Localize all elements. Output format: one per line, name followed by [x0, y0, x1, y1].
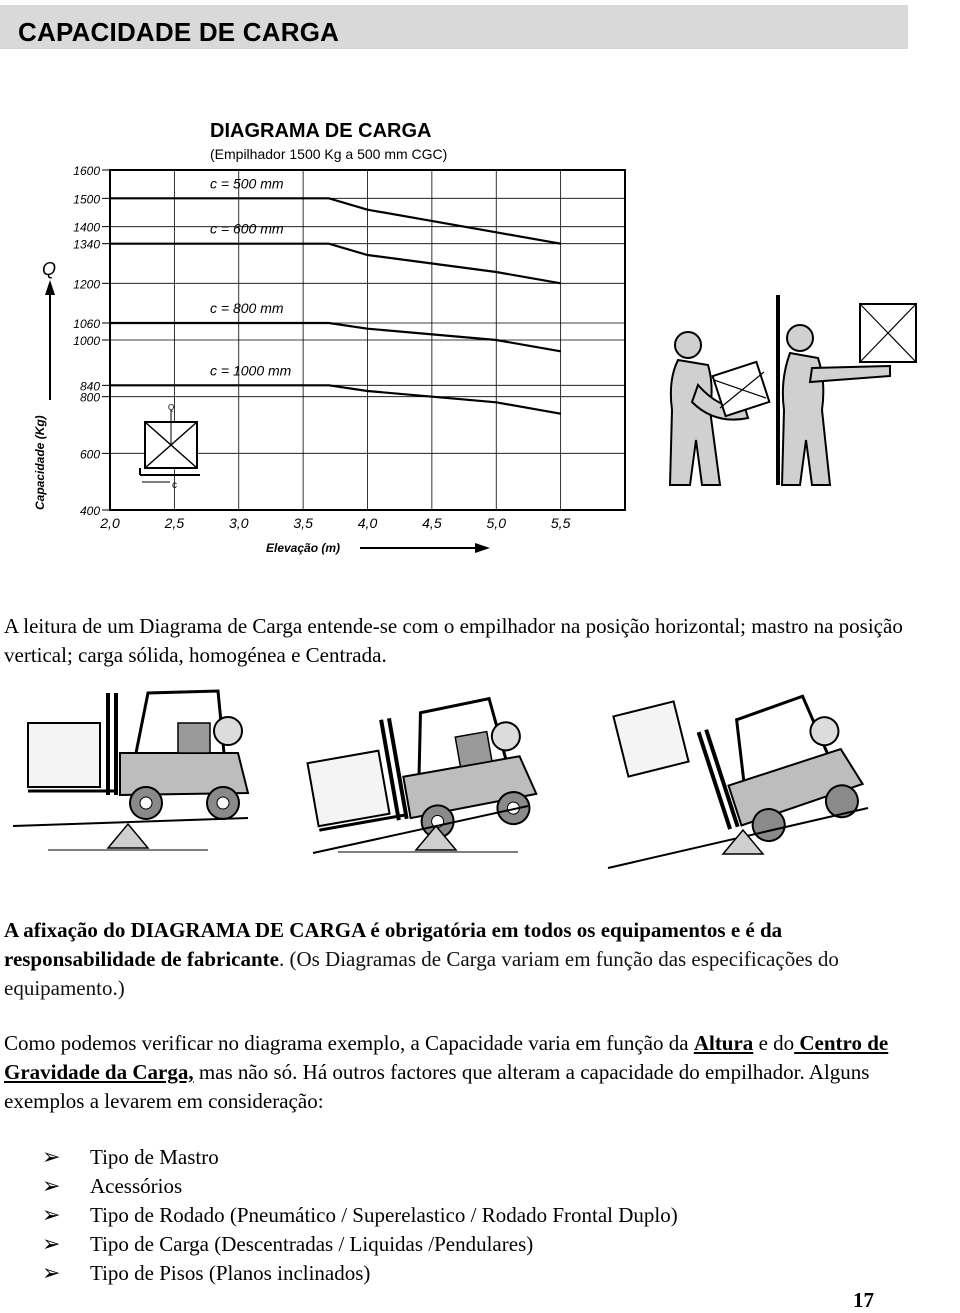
- series-line: [110, 385, 561, 413]
- capacity-text-a: Como podemos verificar no diagrama exemplo, a Capacidade varia em função da: [4, 1031, 694, 1055]
- forklift-tilt-illustration: [8, 678, 888, 878]
- forklift-level: [13, 691, 248, 850]
- y-tick-label: 1400: [73, 220, 100, 235]
- list-item: [42, 1143, 678, 1172]
- arrow-bullet-icon: ➢: [42, 1174, 61, 1199]
- y-tick-labels: [73, 164, 100, 518]
- y-tick-label: 1060: [73, 317, 100, 331]
- forklift-on-slope: [302, 693, 541, 857]
- forklift-raised-on-slope: [608, 687, 871, 868]
- x-tick-label: 2,5: [164, 515, 185, 531]
- list-item: [42, 1172, 678, 1201]
- y-arrow-icon: [45, 280, 55, 295]
- x-tick-label: 4,0: [357, 515, 378, 531]
- y-tick-label: 1000: [73, 334, 100, 348]
- x-tick-label: 2,0: [100, 515, 120, 531]
- person-carrying-load-illustration: [650, 290, 950, 490]
- diagram-curves: [110, 198, 561, 413]
- page-number: 17: [853, 1288, 874, 1312]
- arrow-bullet-icon: ➢: [42, 1203, 61, 1228]
- arrow-bullet-icon: ➢: [42, 1261, 61, 1286]
- series-label: c = 800 mm: [210, 300, 284, 316]
- series-label: c = 600 mm: [210, 220, 284, 237]
- load-inset: [140, 403, 200, 491]
- arrow-bullet-icon: ➢: [42, 1145, 61, 1170]
- factors-list: [42, 1143, 678, 1288]
- y-tick-label: 800: [79, 390, 100, 405]
- y-tick-label: 400: [79, 504, 100, 518]
- y-tick-label: 1340: [73, 237, 100, 252]
- paragraph-mandatory-diagram: [4, 916, 904, 1003]
- diagram-subtitle: (Empilhador 1500 Kg a 500 mm CGC): [210, 146, 448, 162]
- paragraph-capacity-factors: [4, 1029, 904, 1116]
- capacity-text-c: mas não só. Há outros factores que alteram a capacidade do empilhador. Alguns exemplos a levarem em consideração:: [4, 1060, 870, 1113]
- q-label: Q: [42, 259, 57, 279]
- x-tick-label: 5,0: [486, 515, 506, 531]
- y-tick-label: 1200: [73, 277, 100, 292]
- y-tick-label: 840: [79, 379, 100, 394]
- list-item-label: Acessórios: [90, 1174, 183, 1198]
- mandatory-notice-rest: . (Os Diagramas de Carga variam em função das especificações do equipamento.): [4, 947, 839, 1000]
- inset-c-label: c: [172, 480, 177, 491]
- mandatory-notice: A afixação do DIAGRAMA DE CARGA é obrigatória em todos os equipamentos e é da responsabilidade de fabricante: [4, 918, 783, 971]
- list-item-label: Tipo de Carga (Descentradas / Liquidas /Pendulares): [90, 1232, 534, 1256]
- list-item-label: Tipo de Rodado (Pneumático / Superelastico / Rodado Frontal Duplo): [90, 1203, 678, 1227]
- series-label: c = 1000 mm: [210, 362, 292, 379]
- diagram-title: DIAGRAMA DE CARGA: [210, 120, 432, 142]
- inset-q-label: Q: [168, 403, 175, 412]
- section-header: [0, 5, 908, 49]
- paragraph-horizontal-position: A leitura de um Diagrama de Carga entende-se com o empilhador na posição horizontal; mastro na posição vertical; carga sólida, homogénea e Centrada.: [4, 614, 903, 667]
- y-tick-label: 600: [79, 447, 100, 462]
- x-tick-labels: [99, 515, 570, 531]
- series-label: c = 500 mm: [210, 175, 284, 192]
- height-term: Altura: [693, 1031, 754, 1055]
- series-line: [110, 198, 561, 243]
- x-tick-label: 3,0: [229, 515, 249, 531]
- center-of-gravity-term: Centro de Gravidade da Carga,: [4, 1031, 889, 1084]
- capacity-text-b: e do: [753, 1031, 795, 1055]
- curve-labels: [210, 175, 292, 378]
- list-item: [42, 1259, 678, 1288]
- x-tick-label: 5,5: [550, 515, 571, 531]
- section-title: CAPACIDADE DE CARGA: [18, 17, 340, 47]
- load-diagram: [20, 110, 640, 570]
- list-item: [42, 1230, 678, 1259]
- x-axis-label: Elevação (m): [266, 541, 341, 555]
- y-axis-label: Capacidade (Kg): [33, 415, 47, 510]
- list-item-label: Tipo de Mastro: [90, 1145, 219, 1169]
- list-item: [42, 1201, 678, 1230]
- series-line: [110, 244, 561, 284]
- y-tick-label: 1500: [73, 192, 100, 207]
- series-line: [110, 323, 561, 351]
- x-arrow-icon: [475, 543, 490, 553]
- x-tick-label: 4,5: [422, 515, 442, 531]
- arrow-bullet-icon: ➢: [42, 1232, 61, 1257]
- x-tick-label: 3,5: [293, 515, 313, 531]
- list-item-label: Tipo de Pisos (Planos inclinados): [90, 1261, 371, 1285]
- y-tick-label: 1600: [73, 164, 100, 178]
